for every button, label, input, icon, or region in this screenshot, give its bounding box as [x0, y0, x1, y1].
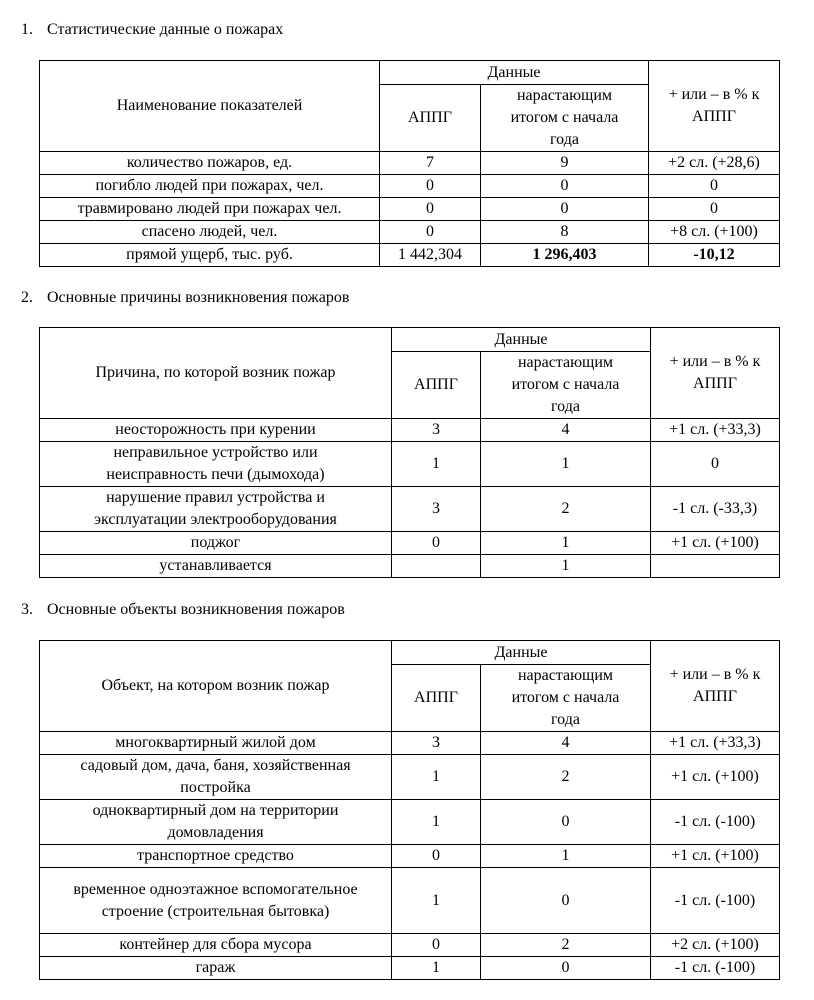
- row-name: контейнер для сбора мусора: [40, 934, 392, 957]
- row-change: -1 сл. (-33,3): [651, 487, 780, 532]
- row-cumulative: 2: [481, 755, 651, 800]
- section-1-title: [21, 20, 283, 40]
- table-row: [40, 555, 780, 578]
- table-row: [40, 152, 780, 175]
- header-name: Объект, на котором возник пожар: [40, 641, 392, 732]
- table-row: [40, 868, 780, 934]
- fire-causes-table: [39, 327, 780, 578]
- row-appg: 0: [392, 532, 481, 555]
- header-cumulative: нарастающим итогом с начала года: [481, 665, 651, 732]
- section-title-text: Статистические данные о пожарах: [47, 21, 284, 38]
- table-row: [40, 175, 780, 198]
- row-change: +8 сл. (+100): [649, 221, 780, 244]
- row-name: временное одноэтажное вспомогательное строение (строительная бытовка): [40, 868, 392, 934]
- row-change: [651, 555, 780, 578]
- row-cumulative: 2: [481, 934, 651, 957]
- header-data: Данные: [392, 641, 651, 665]
- row-name: поджог: [40, 532, 392, 555]
- row-name: травмировано людей при пожарах чел.: [40, 198, 380, 221]
- row-name: гараж: [40, 957, 392, 980]
- table-row: [40, 934, 780, 957]
- row-name: устанавливается: [40, 555, 392, 578]
- row-change: +1 сл. (+100): [651, 845, 780, 868]
- row-name: погибло людей при пожарах, чел.: [40, 175, 380, 198]
- row-cumulative: 1: [481, 555, 651, 578]
- row-appg: 1: [392, 442, 481, 487]
- row-change: 0: [649, 198, 780, 221]
- row-cumulative: 0: [481, 198, 649, 221]
- table-row: [40, 244, 780, 267]
- row-change: -10,12: [649, 244, 780, 267]
- row-appg: 3: [392, 487, 481, 532]
- section-number: 1.: [21, 21, 33, 38]
- row-name: транспортное средство: [40, 845, 392, 868]
- table-row: [40, 198, 780, 221]
- table-row: [40, 442, 780, 487]
- header-name: Причина, по которой возник пожар: [40, 328, 392, 419]
- row-change: 0: [649, 175, 780, 198]
- row-appg: 1 442,304: [380, 244, 481, 267]
- row-name: многоквартирный жилой дом: [40, 732, 392, 755]
- header-appg: АППГ: [380, 85, 481, 152]
- header-appg: АППГ: [392, 665, 481, 732]
- row-cumulative: 0: [481, 800, 651, 845]
- table-row: [40, 800, 780, 845]
- row-name: одноквартирный дом на территории домовладения: [40, 800, 392, 845]
- row-cumulative: 2: [481, 487, 651, 532]
- row-name: неосторожность при курении: [40, 419, 392, 442]
- section-number: 3.: [21, 601, 33, 618]
- table-row: [40, 419, 780, 442]
- row-name: спасено людей, чел.: [40, 221, 380, 244]
- section-title-text: Основные объекты возникновения пожаров: [47, 601, 345, 618]
- row-cumulative: 0: [481, 957, 651, 980]
- section-number: 2.: [21, 289, 33, 306]
- header-change: + или – в % к АППГ: [651, 641, 780, 732]
- table-row: [40, 732, 780, 755]
- header-name: Наименование показателей: [40, 61, 380, 152]
- row-appg: 1: [392, 868, 481, 934]
- row-change: +1 сл. (+33,3): [651, 419, 780, 442]
- row-appg: 0: [392, 934, 481, 957]
- row-change: -1 сл. (-100): [651, 868, 780, 934]
- row-name: садовый дом, дача, баня, хозяйственная постройка: [40, 755, 392, 800]
- row-cumulative: 1: [481, 845, 651, 868]
- fire-objects-table: [39, 640, 780, 980]
- header-data: Данные: [380, 61, 649, 85]
- row-change: 0: [651, 442, 780, 487]
- table-row: [40, 487, 780, 532]
- row-appg: 3: [392, 732, 481, 755]
- row-cumulative: 8: [481, 221, 649, 244]
- row-appg: 0: [380, 175, 481, 198]
- row-cumulative: 4: [481, 732, 651, 755]
- row-name: неправильное устройство или неисправность печи (дымохода): [40, 442, 392, 487]
- section-title-text: Основные причины возникновения пожаров: [47, 289, 350, 306]
- row-name: прямой ущерб, тыс. руб.: [40, 244, 380, 267]
- header-appg: АППГ: [392, 352, 481, 419]
- row-cumulative: 0: [481, 175, 649, 198]
- row-appg: [392, 555, 481, 578]
- row-change: +1 сл. (+33,3): [651, 732, 780, 755]
- fire-statistics-table: [39, 60, 780, 267]
- row-cumulative: 0: [481, 868, 651, 934]
- row-appg: 0: [380, 221, 481, 244]
- row-cumulative: 4: [481, 419, 651, 442]
- row-change: +2 сл. (+100): [651, 934, 780, 957]
- section-3-title: [21, 600, 345, 620]
- header-change: + или – в % к АППГ: [649, 61, 780, 152]
- header-cumulative: нарастающим итогом с начала года: [481, 85, 649, 152]
- header-change: + или – в % к АППГ: [651, 328, 780, 419]
- row-cumulative: 1 296,403: [481, 244, 649, 267]
- row-cumulative: 1: [481, 442, 651, 487]
- row-change: +2 сл. (+28,6): [649, 152, 780, 175]
- row-appg: 1: [392, 800, 481, 845]
- section-2-title: [21, 288, 349, 308]
- table-row: [40, 532, 780, 555]
- table-row: [40, 755, 780, 800]
- row-change: -1 сл. (-100): [651, 800, 780, 845]
- row-name: нарушение правил устройства и эксплуатации электрооборудования: [40, 487, 392, 532]
- row-appg: 0: [392, 845, 481, 868]
- row-cumulative: 1: [481, 532, 651, 555]
- header-cumulative: нарастающим итогом с начала года: [481, 352, 651, 419]
- row-cumulative: 9: [481, 152, 649, 175]
- row-appg: 3: [392, 419, 481, 442]
- header-data: Данные: [392, 328, 651, 352]
- row-change: +1 сл. (+100): [651, 532, 780, 555]
- row-appg: 1: [392, 957, 481, 980]
- table-row: [40, 221, 780, 244]
- row-appg: 1: [392, 755, 481, 800]
- row-appg: 0: [380, 198, 481, 221]
- table-row: [40, 845, 780, 868]
- row-change: +1 сл. (+100): [651, 755, 780, 800]
- row-name: количество пожаров, ед.: [40, 152, 380, 175]
- table-row: [40, 957, 780, 980]
- row-change: -1 сл. (-100): [651, 957, 780, 980]
- row-appg: 7: [380, 152, 481, 175]
